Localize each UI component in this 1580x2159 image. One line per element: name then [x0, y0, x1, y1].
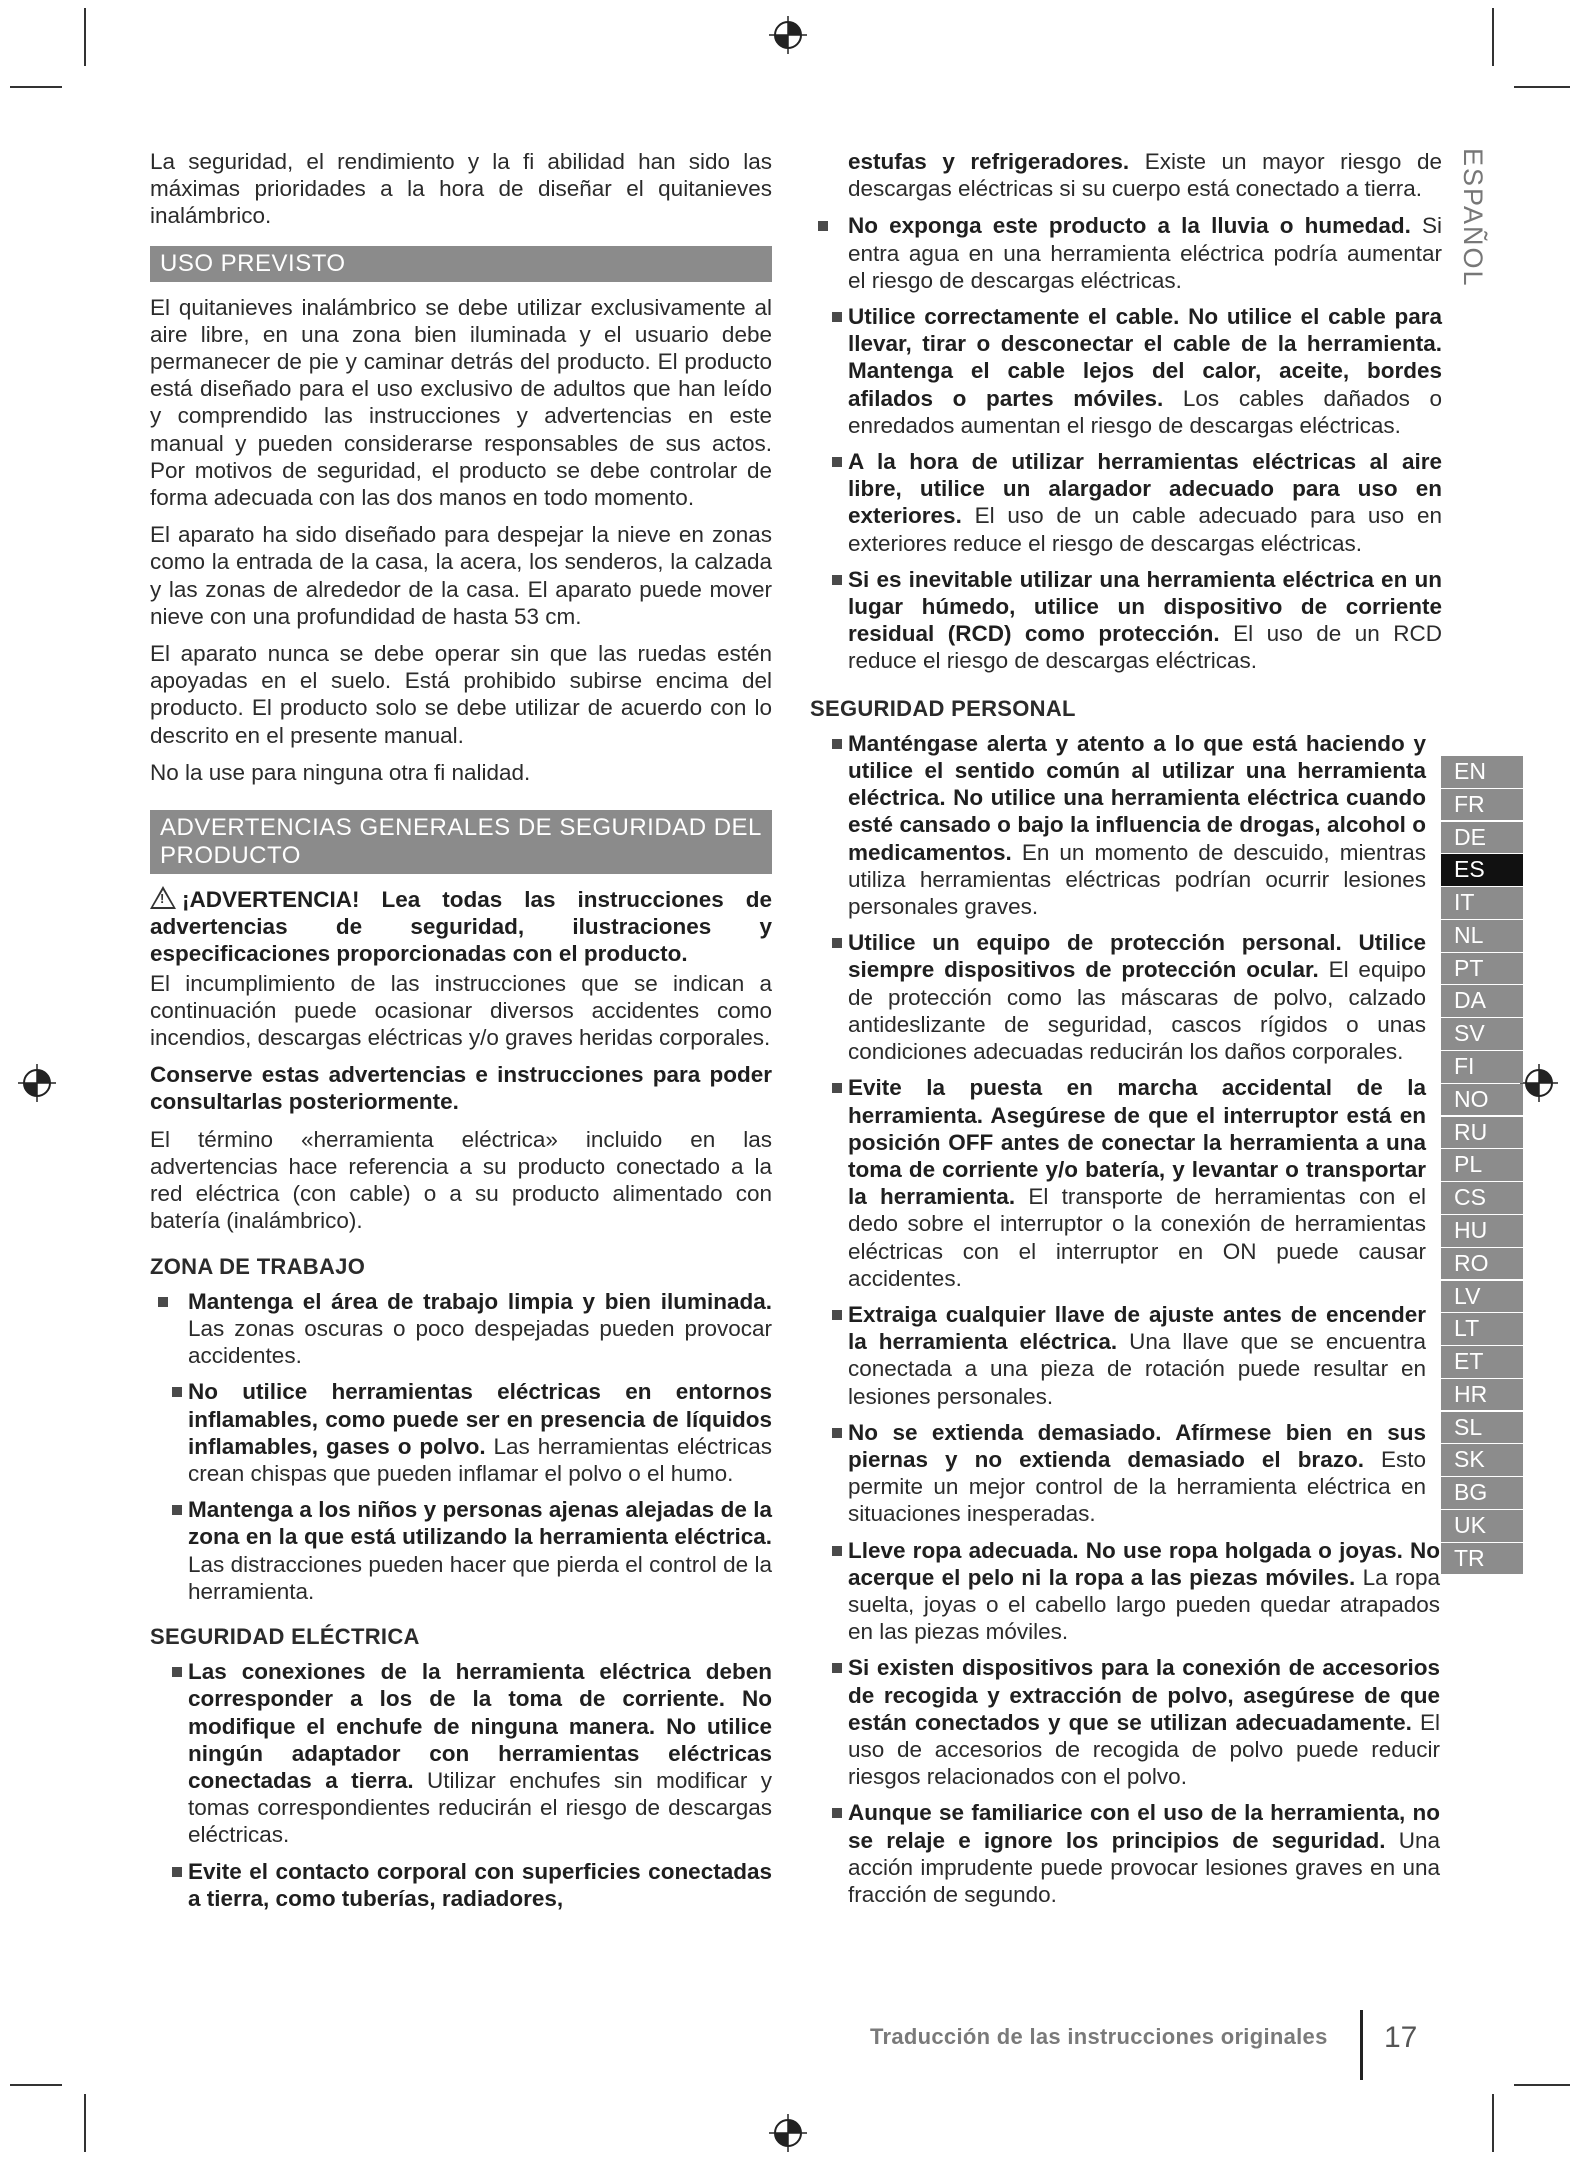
bullet-icon [832, 1808, 842, 1818]
continuation-paragraph [810, 148, 1442, 202]
crop-mark [1492, 2094, 1494, 2152]
registration-mark-icon [769, 2114, 807, 2152]
section-title-uso-previsto: USO PREVISTO [150, 246, 772, 282]
bullet-icon [172, 1387, 182, 1397]
item-bold: estufas y refrigeradores. [848, 149, 1130, 174]
language-tab-no[interactable]: NO [1441, 1084, 1523, 1116]
language-tab-it[interactable]: IT [1441, 887, 1523, 919]
language-tab-tr[interactable]: TR [1441, 1543, 1523, 1575]
item-bold: Si es inevitable utilizar una herramienta eléctrica en un lugar húmedo, utilice un dispositivo de corriente residual (RCD) como protección. [848, 566, 1442, 647]
language-tab-sl[interactable]: SL [1441, 1412, 1523, 1444]
warning-triangle-icon [150, 886, 176, 909]
right-column [810, 148, 1442, 1917]
crop-mark [84, 2094, 86, 2152]
paragraph: El término «herramienta eléctrica» incluido en las advertencias hace referencia a su producto conectado a la red eléctrica (con cable) o a su producto alimentado con batería (inalámbrico). [150, 1126, 772, 1234]
crop-mark [10, 2084, 62, 2086]
language-tab-lv[interactable]: LV [1441, 1281, 1523, 1313]
language-tab-sk[interactable]: SK [1441, 1444, 1523, 1476]
language-side-title: ESPAÑOL [1458, 148, 1488, 288]
crop-mark [84, 8, 86, 66]
list-item [810, 1799, 1440, 1908]
list-item [810, 303, 1442, 439]
item-text: Las herramientas eléctricas crean chispas que pueden inflamar el polvo o el humo. [188, 1433, 772, 1486]
bullet-icon [832, 1310, 842, 1320]
language-tab-es[interactable]: ES [1441, 854, 1523, 886]
language-tab-de[interactable]: DE [1441, 822, 1523, 854]
item-bold: Mantenga el área de trabajo limpia y bien iluminada. [188, 1288, 772, 1314]
registration-mark-icon [1520, 1064, 1558, 1102]
bullet-icon [832, 1083, 842, 1093]
bullet-icon [832, 1663, 842, 1673]
item-text: Si entra agua en una herramienta eléctrica podría aumentar el riesgo de descargas eléctricas. [848, 213, 1442, 293]
list-item [810, 566, 1442, 675]
language-tab-ru[interactable]: RU [1441, 1117, 1523, 1149]
list-item [150, 1378, 772, 1487]
paragraph: El incumplimiento de las instrucciones que se indican a continuación puede ocasionar diversos accidentes como incendios, descargas eléctricas y/o graves heridas corporales. [150, 970, 772, 1051]
language-tab-nl[interactable]: NL [1441, 920, 1523, 952]
paragraph: El aparato ha sido diseñado para despejar la nieve en zonas como la entrada de la casa, la acera, los senderos, la calzada y las zonas de alrededor de la casa. El aparato puede mover nieve con una profundidad de hasta 53 cm. [150, 522, 772, 629]
bullet-icon [158, 1297, 168, 1307]
bullet-icon [172, 1867, 182, 1877]
subheading-seguridad-personal: SEGURIDAD PERSONAL [810, 695, 1076, 721]
item-text: El uso de accesorios de recogida de polvo puede reducir riesgos relacionados con el polvo. [848, 1709, 1440, 1790]
language-tab-pt[interactable]: PT [1441, 953, 1523, 985]
list-item [810, 448, 1442, 557]
left-column [150, 148, 772, 1921]
item-bold: Si existen dispositivos para la conexión de accesorios de recogida y extracción de polvo, asegúrese de que están conectados y que se utilizan adecuadamente. [848, 1655, 1440, 1735]
paragraph: No la use para ninguna otra fi nalidad. [150, 759, 531, 785]
item-bold: Evite el contacto corporal con superficies conectadas a tierra, como tuberías, radiadores, [188, 1858, 772, 1911]
item-bold: Manténgase alerta y atento a lo que está haciendo y utilice el sentido común al utilizar una herramienta eléctrica. No utilice una herramienta eléctrica cuando esté cansado o bajo la influencia de drogas, alcohol o medicamentos. [848, 730, 1426, 865]
list-item [810, 1419, 1426, 1528]
section-title-advertencias: ADVERTENCIAS GENERALES DE SEGURIDAD DEL PRODUCTO [150, 810, 772, 874]
bullet-icon [832, 575, 842, 585]
item-text: En un momento de descuido, mientras utiliza herramientas eléctricas podrían ocurrir lesiones personales graves. [848, 839, 1426, 920]
bullet-icon [832, 457, 842, 467]
list-item [810, 1537, 1440, 1646]
item-text: Una llave que se encuentra conectada a una pieza de rotación puede resultar en lesiones personales. [848, 1329, 1427, 1409]
crop-mark [1514, 2084, 1570, 2086]
item-text: El uso de un cable adecuado para uso en exteriores reduce el riesgo de descargas eléctricas. [848, 503, 1442, 556]
language-tab-ro[interactable]: RO [1441, 1248, 1523, 1280]
item-bold: Lleve ropa adecuada. No use ropa holgada o joyas. No acerque el pelo ni la ropa a las piezas móviles. [848, 1537, 1440, 1590]
list-item [150, 1658, 772, 1848]
bullet-icon [172, 1667, 182, 1677]
bullet-icon [832, 312, 842, 322]
language-tab-bg[interactable]: BG [1441, 1477, 1523, 1509]
list-item [150, 1288, 772, 1370]
registration-mark-icon [769, 16, 807, 54]
item-bold: No utilice herramientas eléctricas en entornos inflamables, como puede ser en presencia de líquidos inflamables, gases o polvo. [188, 1379, 772, 1459]
list-item [810, 1074, 1426, 1292]
subheading-zona-de-trabajo: ZONA DE TRABAJO [150, 1253, 366, 1279]
language-tab-et[interactable]: ET [1441, 1346, 1523, 1378]
language-tab-da[interactable]: DA [1441, 985, 1523, 1017]
item-bold: Las conexiones de la herramienta eléctrica deben corresponder a los de la toma de corriente. No modifique el enchufe de ninguna manera. No utilice ningún adaptador con herramientas eléctricas conectadas a tierra. [188, 1659, 772, 1793]
warning-bold-text: ¡ADVERTENCIA! Lea todas las instrucciones de advertencias de seguridad, ilustraciones y especificaciones proporcionadas con el producto. [150, 887, 772, 967]
item-text: El equipo de protección como las máscaras de polvo, calzado antideslizante de seguridad, cascos rígidos o unas condiciones adecuadas reducirán los daños corporales. [848, 957, 1427, 1065]
paragraph: El quitanieves inalámbrico se debe utilizar exclusivamente al aire libre, en una zona bien iluminada y el usuario debe permanecer de pie y caminar detrás del producto. El producto está diseñado para el uso exclusivo de adultos que han leído y comprendido las instrucciones y advertencias en este manual y pueden considerarse responsables de sus actos. Por motivos de seguridad, el producto se debe controlar de forma adecuada con las dos manos en todo momento. [150, 294, 772, 511]
list-item [810, 1654, 1440, 1790]
item-text: Los cables dañados o enredados aumentan el riesgo de descargas eléctricas. [848, 385, 1442, 438]
language-tab-cs[interactable]: CS [1441, 1182, 1523, 1214]
item-bold: Aunque se familiarice con el uso de la herramienta, no se relaje e ignore los principios de seguridad. [848, 1800, 1440, 1853]
item-bold: A la hora de utilizar herramientas eléctricas al aire libre, utilice un alargador adecuado para uso en exteriores. [848, 449, 1442, 529]
conserve-note: Conserve estas advertencias e instrucciones para poder consultarlas posteriormente. [150, 1062, 772, 1115]
page-number: 17 [1384, 2021, 1418, 2054]
bullet-icon [832, 739, 842, 749]
bullet-icon [832, 938, 842, 948]
bullet-icon [832, 1428, 842, 1438]
crop-mark [10, 86, 62, 88]
crop-mark [1492, 8, 1494, 66]
bullet-icon [818, 221, 828, 231]
item-text: Las distracciones pueden hacer que pierda el control de la herramienta. [188, 1551, 772, 1604]
item-bold: Mantenga a los niños y personas ajenas alejadas de la zona en la que está utilizando la herramienta eléctrica. [188, 1497, 772, 1550]
bullet-icon [832, 1546, 842, 1556]
item-bold: No se extienda demasiado. Afírmese bien en sus piernas y no extienda demasiado el brazo. [848, 1419, 1426, 1472]
warning-heading [150, 886, 772, 968]
list-item [810, 1301, 1426, 1410]
item-text: Esto permite un mejor control de la herramienta eléctrica en situaciones inesperadas. [848, 1446, 1426, 1527]
bullet-icon [172, 1505, 182, 1515]
item-bold: Evite la puesta en marcha accidental de la herramienta. Asegúrese de que el interruptor está en posición OFF antes de conectar la herramienta a una toma de corriente y/o batería, y levantar o transportar la herramienta. [848, 1075, 1426, 1210]
list-item [810, 929, 1426, 1065]
list-item [810, 212, 1442, 294]
item-text: Una acción imprudente puede provocar lesiones graves en una fracción de segundo. [848, 1827, 1441, 1907]
list-item [150, 1496, 772, 1605]
registration-mark-icon [18, 1064, 56, 1102]
list-item [810, 730, 1426, 920]
item-bold: Utilice correctamente el cable. No utilice el cable para llevar, tirar o desconectar el cable de la herramienta. Mantenga el cable lejos del calor, aceite, bordes afilados o partes móviles. [848, 304, 1442, 411]
subheading-seguridad-electrica: SEGURIDAD ELÉCTRICA [150, 1623, 420, 1649]
item-bold: No exponga este producto a la lluvia o humedad. [848, 213, 1411, 239]
crop-mark [1514, 86, 1570, 88]
intro-paragraph: La seguridad, el rendimiento y la fi abilidad han sido las máximas prioridades a la hora de diseñar el quitanieves inalámbrico. [150, 149, 772, 229]
item-bold: Utilice un equipo de protección personal. Utilice siempre dispositivos de protección ocular. [848, 930, 1426, 983]
item-bold: Extraiga cualquier llave de ajuste antes de encender la herramienta eléctrica. [848, 1301, 1426, 1355]
item-text: La ropa suelta, joyas o el cabello largo pueden quedar atrapados en las piezas móviles. [848, 1564, 1441, 1645]
language-tab-uk[interactable]: UK [1441, 1510, 1523, 1542]
item-text: Existe un mayor riesgo de descargas eléctricas si su cuerpo está conectado a tierra. [848, 149, 1443, 202]
language-tab-lt[interactable]: LT [1441, 1313, 1523, 1345]
language-tab-pl[interactable]: PL [1441, 1149, 1523, 1181]
personal-safety-list [810, 730, 1440, 1908]
language-tab-sv[interactable]: SV [1441, 1018, 1523, 1050]
item-text: Utilizar enchufes sin modificar y tomas correspondientes reducirán el riesgo de descargas eléctricas. [188, 1767, 772, 1848]
item-text: Las zonas oscuras o poco despejadas pueden provocar accidentes. [188, 1315, 772, 1369]
language-tab-fi[interactable]: FI [1441, 1051, 1523, 1083]
footer-text: Traducción de las instrucciones originales [870, 2024, 1328, 2049]
item-text: El transporte de herramientas con el dedo sobre el interruptor o la conexión de herramientas eléctricas con el interruptor en ON puede causar accidentes. [848, 1184, 1426, 1291]
list-item [150, 1858, 772, 1912]
language-tab-list [1441, 756, 1523, 1576]
item-text: El uso de un RCD reduce el riesgo de descargas eléctricas. [848, 621, 1443, 674]
footer-divider [1360, 2010, 1363, 2080]
language-tab-en[interactable]: EN [1441, 756, 1523, 788]
paragraph: El aparato nunca se debe operar sin que las ruedas estén apoyadas en el suelo. Está prohibido subirse encima del producto. El producto solo se debe utilizar de acuerdo con lo descrito en el presente manual. [150, 641, 772, 748]
language-tab-fr[interactable]: FR [1441, 789, 1523, 821]
language-tab-hu[interactable]: HU [1441, 1215, 1523, 1247]
language-tab-hr[interactable]: HR [1441, 1379, 1523, 1411]
